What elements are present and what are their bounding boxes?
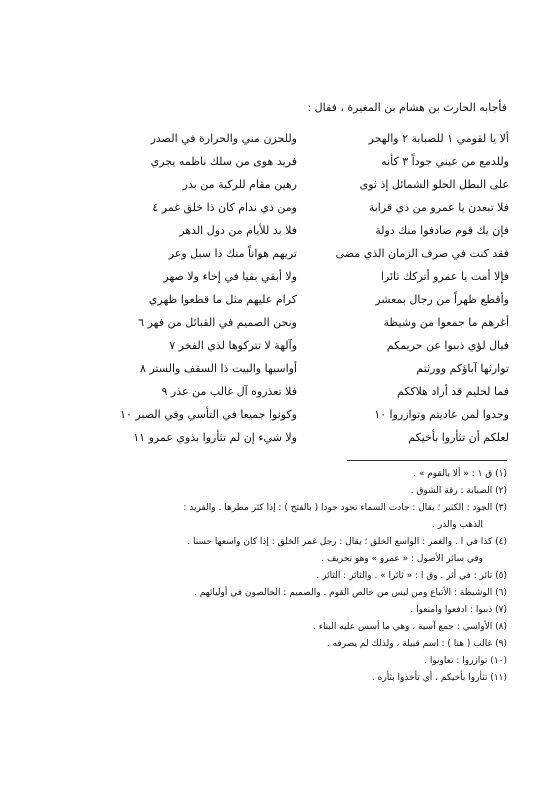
verse-second-hemistich: وللحزن مني والحرارة في الصدر — [150, 132, 297, 145]
verse-first-hemistich: فقد كنت في صرف الزمان الذي مضى — [335, 247, 509, 260]
verse-second-hemistich: أواسيها والبيت ذا السقف والستر ٨ — [140, 362, 297, 375]
verse-first-hemistich: فإن يك قوم صادفوا منك دولة — [375, 224, 509, 237]
verse-line — [101, 172, 509, 197]
footnote: (٤) كذا في ا . والغمر : الواسع الخلق ؛ يقال : رجل غمر الخلق : إذا كان واسعها حسنا . — [187, 537, 507, 547]
verse-second-hemistich: فريد هوى من سلك ناظمه يجري — [150, 155, 297, 168]
footnote: (٨) الأواسي : جمع آسية ، وهي ما أسس عليه البناء . — [312, 622, 507, 632]
footnote-divider — [347, 460, 507, 461]
verse-line — [101, 126, 509, 151]
footnote: (٦) الوشيظة : الأتباع ومن ليس من خالص القوم . والصميم : الخالصون في أوليائهم . — [193, 588, 507, 598]
verse-line — [101, 333, 509, 358]
verse-second-hemistich: كرام عليهم مثل ما قطعوا ظهري — [148, 293, 297, 306]
verse-line — [101, 149, 509, 174]
verse-second-hemistich: وكونوا جميعا في التأسي وفي الصبر ١٠ — [120, 408, 297, 421]
verse-line — [101, 356, 509, 381]
footnote: (١١) تثأروا بأخيكم ، أي تأخذوا بثأره . — [371, 673, 507, 683]
verse-second-hemistich: ومن ذي ندام كان ذا خلق غمر ٤ — [152, 201, 297, 214]
verse-line — [101, 379, 509, 404]
verse-first-hemistich: فلا تبعدن يا عمرو من ذي قرابة — [368, 201, 509, 214]
verse-second-hemistich: ولا أبقي بقيا في إخاء ولا صهر — [163, 270, 297, 283]
verse-line — [101, 195, 509, 220]
verse-line — [101, 425, 509, 450]
verse-line — [101, 241, 509, 266]
verse-line — [101, 218, 509, 243]
footnote: (٩) غالب ( هنا ) : اسم قبيلة ، ولذلك لم يصرفه . — [326, 639, 507, 649]
verse-line — [101, 287, 509, 312]
verse-first-hemistich: ألا يا لقومي ١ للصبابة ٢ والهجر — [368, 132, 509, 145]
verse-first-hemistich: لعلكم أن تثأروا بأخيكم — [408, 431, 509, 444]
footnote: (٣) الجود : الكثير ؛ يقال : جادت السماء تجود جودا ( بالفتح ) : إذا كثر مطرها . والفريد : — [183, 503, 507, 513]
verse-second-hemistich: ونحن الصميم في القبائل من فهر ٦ — [138, 316, 297, 329]
verse-line — [101, 402, 509, 427]
verse-line — [101, 310, 509, 335]
verse-first-hemistich: توارثها آباؤكم وورثتم — [416, 362, 509, 375]
verse-first-hemistich: فما لحليم قد أراد هلاككم — [396, 385, 509, 398]
footnotes — [66, 466, 507, 687]
verse-first-hemistich: وجدوا لمن عاديتم وتوازروا ١٠ — [374, 408, 509, 421]
verse-second-hemistich: رهين مقام للركية من بدر — [182, 178, 297, 191]
intro-line: فأجابه الحارث بن هشام بن المغيرة ، فقال : — [307, 101, 507, 114]
verse-first-hemistich: وأقطع ظهراً من رجال بمعشر — [375, 293, 509, 306]
verse-first-hemistich: فإلا أمت يا عمرو أتركك ثائرا — [380, 270, 509, 283]
verse-line — [101, 264, 509, 289]
verse-first-hemistich: فيال لؤي ذببوا عن حريمكم — [386, 339, 509, 352]
footnote: (٥) ثائر : في أثر . وق ا : « ثائرا » . والثائر : الثائر . — [316, 571, 507, 581]
verse-first-hemistich: وللدمع من عيني جوداً ٣ كأنه — [381, 155, 509, 168]
verse-first-hemistich: أغرهم ما جمعوا من وشيظة — [383, 316, 509, 329]
verse-second-hemistich: وآلهة لا تتركوها لذي الفخر ٧ — [169, 339, 297, 352]
footnote: الذهب والدر . — [432, 520, 483, 530]
footnote: وفي سائر الأصول : « عمرو » وهو تحريف . — [321, 554, 483, 564]
verse-second-hemistich: فلا بد للأيام من دول الدهر — [179, 224, 297, 237]
footnote: (٧) ذببوا : ادفعوا وامنعوا . — [410, 605, 507, 615]
verse-first-hemistich: على البطل الحلو الشمائل إذ ثوى — [359, 178, 509, 191]
poem — [101, 126, 509, 451]
verse-second-hemistich: تريهم هواناً منك ذا سبل وعر — [168, 247, 297, 260]
verse-second-hemistich: ولا شيء إن لم تثأروا بذوي عمرو ١١ — [133, 431, 297, 444]
verse-second-hemistich: فلا تعذروه آل غالب من عذر ٩ — [161, 385, 297, 398]
footnote: (٢) الصبابة : رقة الشوق . — [410, 486, 507, 496]
footnote: (١٠) توازروا : تعاونوا . — [424, 656, 507, 666]
footnote: (١) ق ١ : « ألا يالقوم » . — [413, 469, 507, 479]
